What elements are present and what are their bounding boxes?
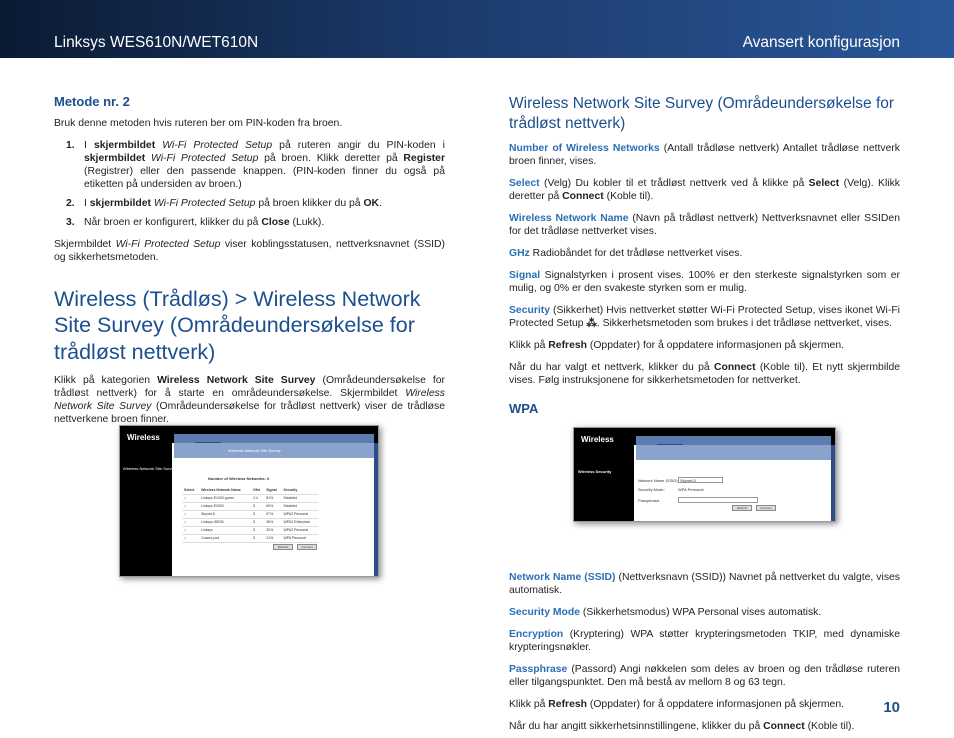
refresh-button[interactable]: Refresh: [273, 544, 293, 550]
metode-intro: Bruk denne metoden hvis ruteren ber om PIN-koden fra broen.: [54, 118, 343, 130]
connect-paragraph: Når du har valgt et nettverk, klikker du på Connect (Koble til). Et nytt skjermbilde vises. Følg instruksjonene for sikkerhetsmetoden for nettverket.: [509, 362, 900, 387]
metode-title: Metode nr. 2: [54, 94, 130, 109]
def-item: Wireless Network Name (Navn på trådløst nettverk) Nettverksnavnet eller SSIDen for det trådløse nettverket vises.: [509, 213, 900, 238]
step-item: 2. I skjermbildet Wi-Fi Protected Setup på broen klikker du på OK.: [66, 198, 382, 210]
refresh-button[interactable]: Refresh: [732, 505, 752, 511]
table-row: ○ Linksys WES6 5 36% WPA2 Enterprise: [182, 518, 318, 526]
ssid-field[interactable]: Skynet-5: [678, 477, 723, 483]
steps-list: [54, 139, 445, 229]
def-item: Security Mode (Sikkerhetsmodus) WPA Personal vises automatisk.: [509, 606, 822, 618]
connect-button[interactable]: Connect: [297, 544, 317, 550]
refresh-paragraph: Klikk på Refresh (Oppdater) for å oppdatere informasjonen på skjermen.: [509, 340, 845, 352]
def-item: Encryption (Kryptering) WPA støtter krypteringsmetoden TKIP, med dynamiske krypteringsnøkler.: [509, 628, 900, 653]
table-row: ○ Skynet-5 5 57% WPA2 Personal: [182, 510, 318, 518]
table-row: ○ Linksys E2000 5 60% Disabled: [182, 502, 318, 510]
final-paragraph: Når du har angitt sikkerhetsinnstillingene, klikker du på Connect (Koble til).: [509, 720, 855, 732]
left-column: [54, 90, 445, 435]
screenshot-brand: Wireless: [127, 433, 160, 442]
table-row: ○ Linksys E1000-guest 2.4 81% Disabled: [182, 494, 318, 502]
def-item: Network Name (SSID) (Nettverksnavn (SSID)) Navnet på nettverket du valgte, vises automatisk.: [509, 571, 900, 596]
page-header: [0, 0, 954, 58]
def-item: Passphrase (Passord) Angi nøkkelen som deles av broen og den trådløse ruteren eller tilgangspunktet. Den må bestå av mellom 8 og 63 tegn.: [509, 663, 900, 688]
passphrase-field[interactable]: [678, 497, 758, 503]
def-item: GHz Radiobåndet for det trådløse nettverket vises.: [509, 248, 743, 260]
right-column: [509, 92, 900, 738]
def-item: Security (Sikkerhet) Hvis nettverket støtter Wi-Fi Protected Setup, vises ikonet Wi-Fi Protected Setup ⁂. Sikkerhetsmetoden som brukes i det trådløse nettverket, vises.: [509, 305, 900, 330]
site-survey-screenshot: Wireless Wireless Network Site Survey Wireless Network Site Survey Number of Wireless Networks: 6 Select Wireless Network Name GHz Signal Security ○ Linksys E1000-guest 2.4 81% Disabled ○ Linksys E2000 5 60% Disabled ○ Skynet-5 5 57% WPA2 Personal ○ Linksys WES6 5 36% WPA2 Enterprise ○ Linksys 5 32% WPA2 Personal ○ Cosmo-pod 5 21% WPA Personal Refresh Connect: [119, 425, 379, 577]
def-item: Select (Velg) Du kobler til et trådløst nettverk ved å klikke på Select (Velg). Klikk deretter på Connect (Koble til).: [509, 178, 900, 203]
networks-table: Select Wireless Network Name GHz Signal Security ○ Linksys E1000-guest 2.4 81% Disabled ○ Linksys E2000 5 60% Disabled ○ Skynet-5 5 57% WPA2 Personal ○ Linksys WES6 5 36% WPA2 Enterprise ○ Linksys 5 32% WPA2 Personal ○ Cosmo-pod 5 21% WPA Personal: [182, 486, 318, 543]
status-paragraph: Skjermbildet Wi-Fi Protected Setup viser koblingsstatusen, nettverksnavnet (SSID) og sikkerhetsmetoden.: [54, 239, 445, 264]
table-row: ○ Linksys 5 32% WPA2 Personal: [182, 526, 318, 534]
step-item: 3. Når broen er konfigurert, klikker du på Close (Lukk).: [66, 217, 325, 229]
refresh-paragraph: Klikk på Refresh (Oppdater) for å oppdatere informasjonen på skjermen.: [509, 698, 845, 710]
wps-icon: ⁂: [586, 318, 597, 330]
header-product-name: Linksys WES610N/WET610N: [54, 34, 259, 51]
step-item: 1. I skjermbildet Wi-Fi Protected Setup på ruteren angir du PIN-koden i skjermbildet Wi-Fi Protected Setup på broen. Klikk deretter på Register (Registrer) eller den passende knappen. (PIN-koden finner du også på etiketten på undersiden av broen.): [66, 140, 445, 191]
table-row: ○ Cosmo-pod 5 21% WPA Personal: [182, 534, 318, 542]
connect-button[interactable]: Connect: [756, 505, 776, 511]
def-item: Signal Signalstyrken i prosent vises. 100% er den sterkeste signalstyrken som er mulig, og 0% er den svakeste styrken som er mulig.: [509, 270, 900, 295]
page-number: 10: [883, 699, 900, 716]
def-item: Number of Wireless Networks (Antall trådløse nettverk) Antallet trådløse nettverk broen finner, vises.: [509, 143, 900, 168]
header-section-name: Avansert konfigurasjon: [742, 34, 900, 51]
section-intro: Klikk på kategorien Wireless Network Site Survey (Områdeundersøkelse for trådløst nettverk) for å starte en områdeundersøkelse. Skjermbildet Wireless Network Site Survey (Områdeundersøkelse for trådløst nettverk) viser de trådløse nettverkene broen finner.: [54, 374, 446, 425]
wpa-title: WPA: [509, 401, 539, 417]
section-title: Wireless (Trådløs) > Wireless Network Site Survey (Områdeundersøkelse for trådløst nettverk): [54, 287, 421, 364]
wpa-screenshot: Wireless Wireless Security Network Name (SSID): Skynet-5 Security Mode: WPA Personal Passphrase: Refresh Connect: [573, 427, 836, 522]
right-title: Wireless Network Site Survey (Områdeundersøkelse for trådløst nettverk): [509, 95, 895, 133]
